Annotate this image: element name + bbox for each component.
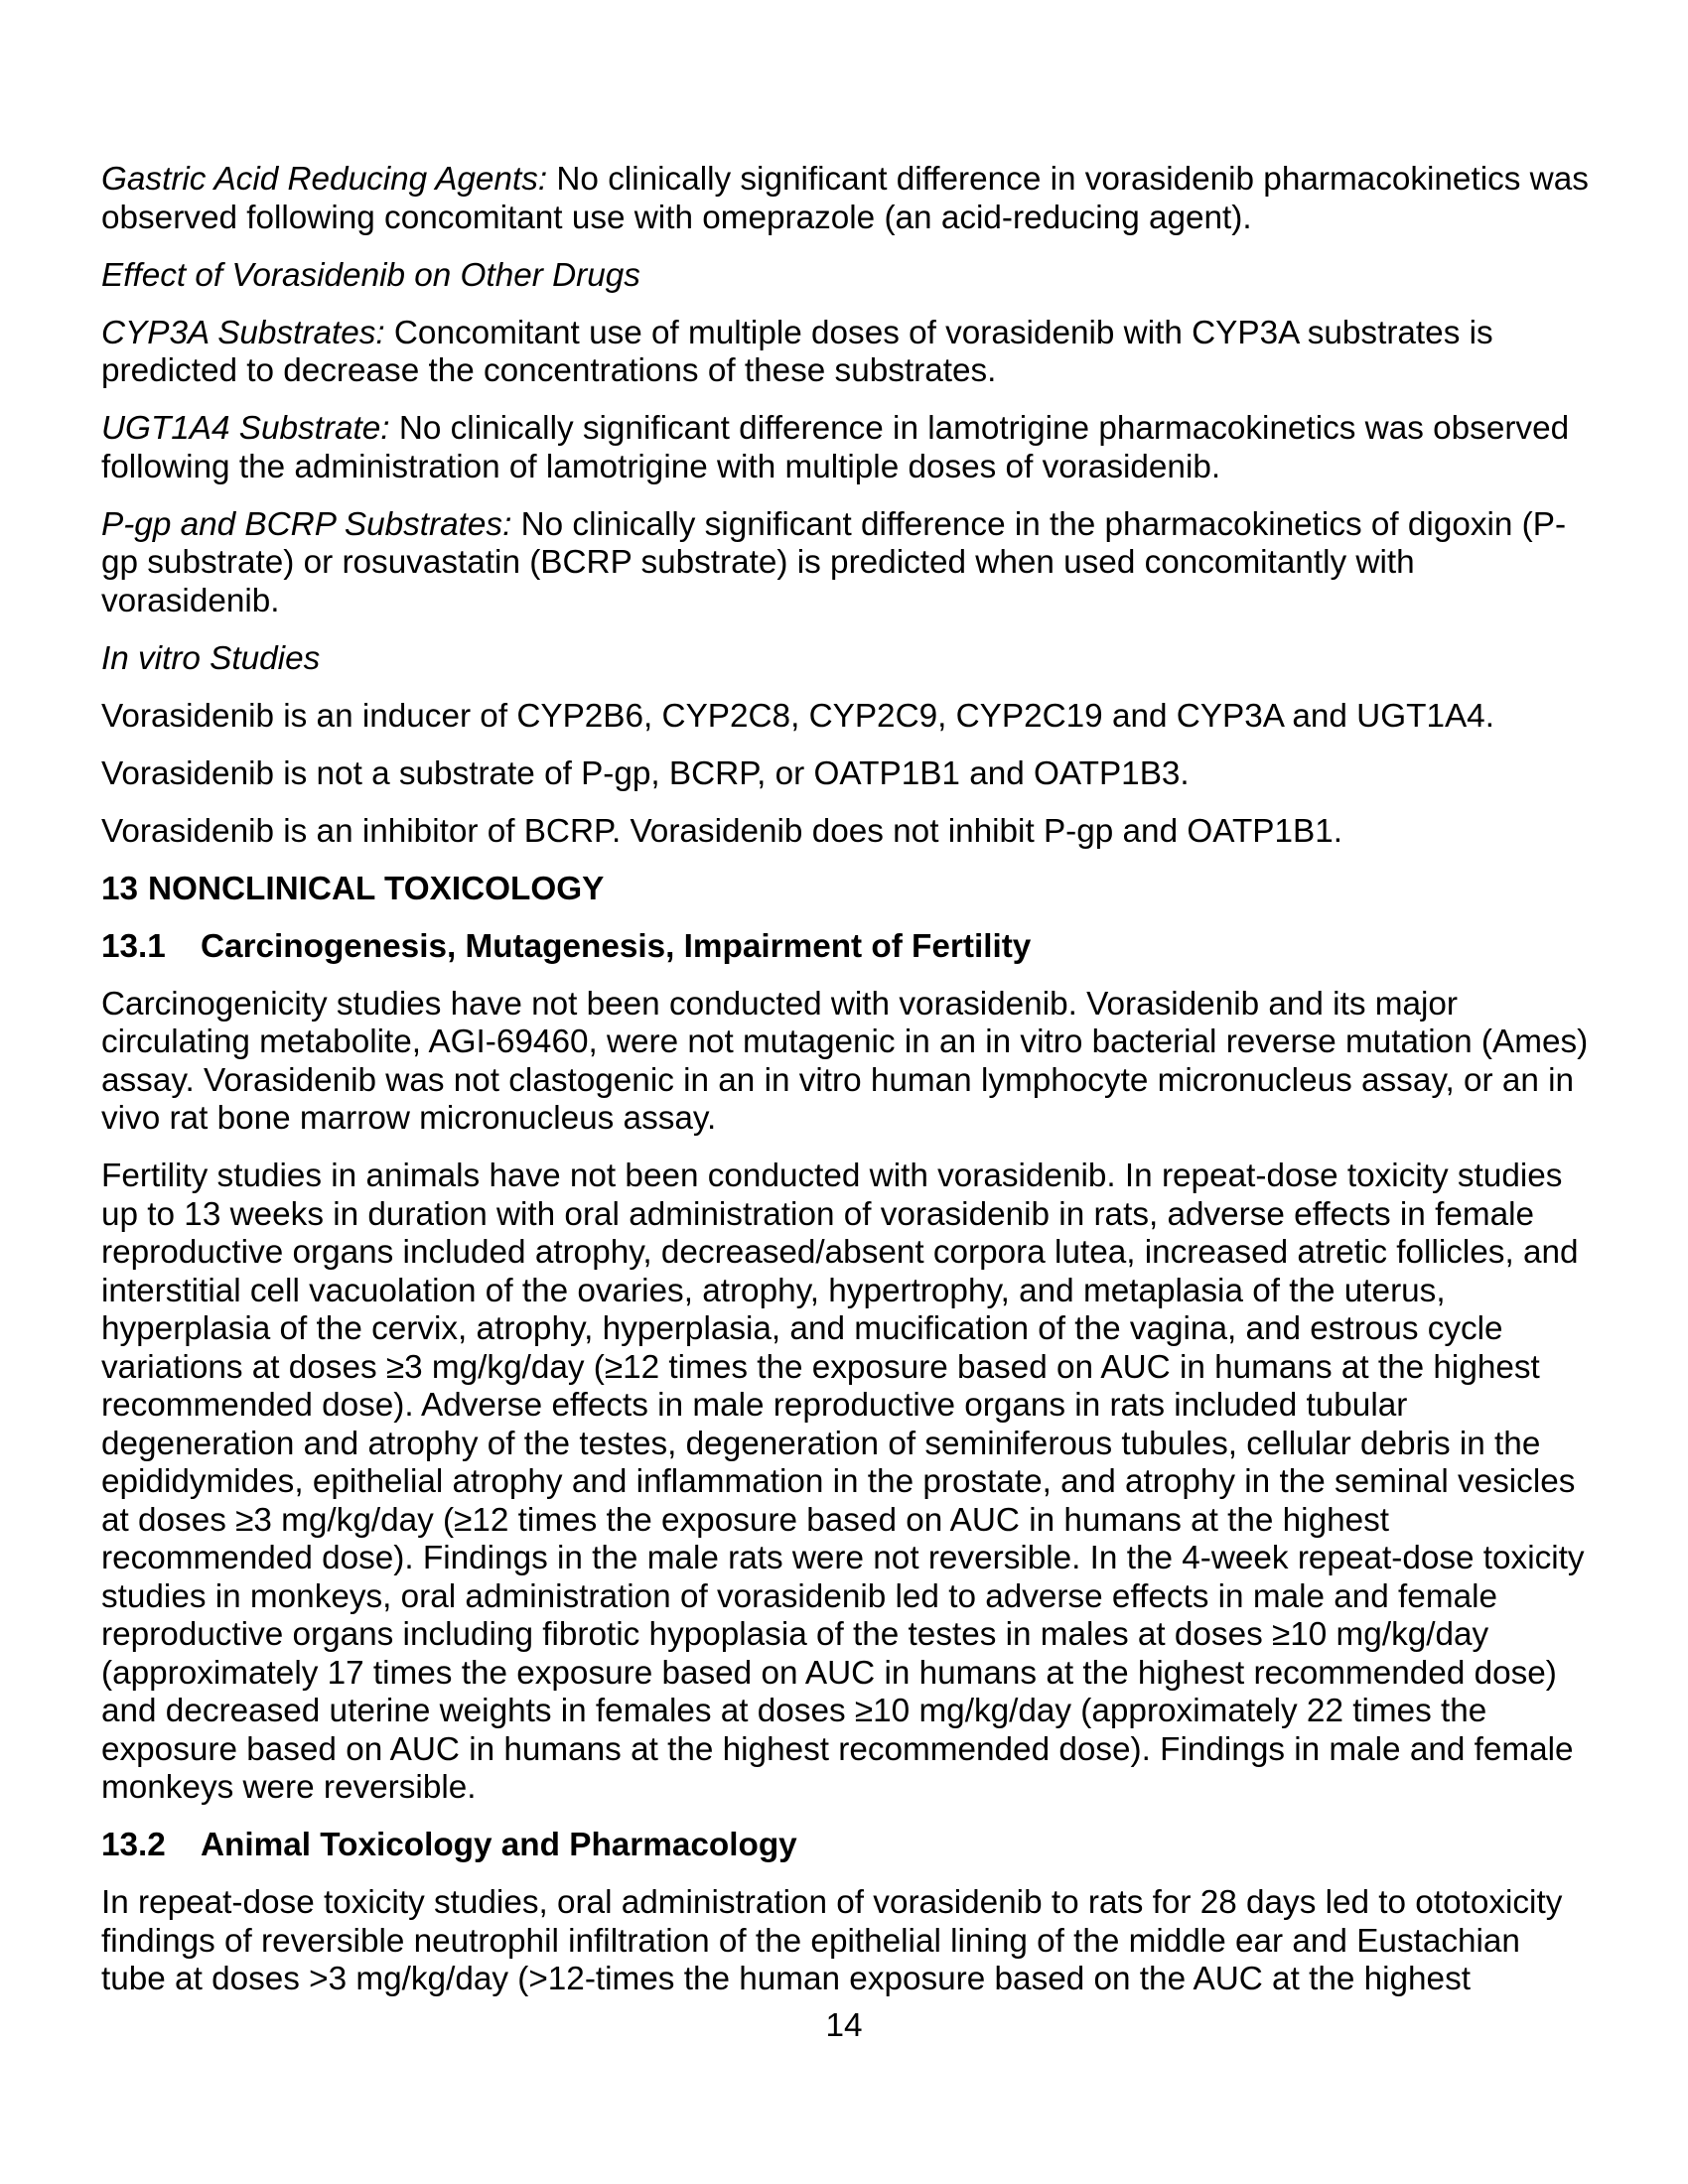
section-heading-13-1-carcinogenesis xyxy=(101,928,1590,967)
paragraph-inhibitor: Vorasidenib is an inhibitor of BCRP. Vorasidenib does not inhibit P-gp and OATP1B1. xyxy=(101,812,1343,850)
paragraph-cyp3a-substrates xyxy=(101,315,1590,391)
subheading-in-vitro-studies: In vitro Studies xyxy=(101,639,321,677)
paragraph-carcinogenicity: Carcinogenicity studies have not been conducted with vorasidenib. Vorasidenib and its major circulating metabolite, AGI-69460, were not mutagenic in an in vitro bacterial reverse mutation (Ames) assay. Vorasidenib was not clastogenic in an in vitro human lymphocyte micronucleus assay, or an in vivo rat bone marrow micronucleus assay. xyxy=(101,985,1589,1137)
section-number-13-1: 13.1 xyxy=(101,927,166,965)
section-heading-13-2-animal-toxicology xyxy=(101,1827,1590,1865)
paragraph-lead-ugt1a4: UGT1A4 Substrate: xyxy=(101,410,390,447)
paragraph-text-ugt1a4: No clinically significant difference in lamotrigine pharmacokinetics was observed following the administration of lamotrigine with multiple doses of vorasidenib. xyxy=(101,410,1570,485)
paragraph-pgp-bcrp-substrates xyxy=(101,506,1590,621)
paragraph-ugt1a4-substrate xyxy=(101,410,1590,486)
paragraph-text-gastric: No clinically significant difference in vorasidenib pharmacokinetics was observed following concomitant use with omeprazole (an acid-reducing agent). xyxy=(101,161,1589,236)
document-body xyxy=(101,161,1590,2018)
subheading-effect-of-vorasidenib-on-other-drugs: Effect of Vorasidenib on Other Drugs xyxy=(101,256,640,294)
section-number-13: 13 xyxy=(101,870,139,907)
paragraph-not-a-substrate: Vorasidenib is not a substrate of P-gp, BCRP, or OATP1B1 and OATP1B3. xyxy=(101,754,1190,792)
paragraph-inducer: Vorasidenib is an inducer of CYP2B6, CYP2C8, CYP2C9, CYP2C19 and CYP3A and UGT1A4. xyxy=(101,697,1494,735)
paragraph-lead-cyp3a: CYP3A Substrates: xyxy=(101,314,385,351)
paragraph-gastric-acid-reducing-agents xyxy=(101,161,1590,237)
page-number: 14 xyxy=(825,2007,863,2044)
paragraph-text-cyp3a: Concomitant use of multiple doses of vorasidenib with CYP3A substrates is predicted to decrease the concentrations of these substrates. xyxy=(101,314,1493,389)
paragraph-lead-pgp: P-gp and BCRP Substrates: xyxy=(101,505,512,543)
section-title-13: NONCLINICAL TOXICOLOGY xyxy=(148,870,605,907)
section-title-13-2: Animal Toxicology and Pharmacology xyxy=(201,1827,797,1863)
paragraph-fertility-studies: Fertility studies in animals have not been conducted with vorasidenib. In repeat-dose toxicity studies up to 13 weeks in duration with oral administration of vorasidenib in rats, adverse effects in female reproductive organs included atrophy, decreased/absent corpora lutea, increased atretic follicles, and interstitial cell vacuolation of the ovaries, atrophy, hypertrophy, and metaplasia of the uterus, hyperplasia of the cervix, atrophy, hyperplasia, and mucification of the vagina, and estrous cycle variations at doses ≥3 mg/kg/day (≥12 times the exposure based on AUC in humans at the highest recommended dose). Adverse effects in male reproductive organs in rats included tubular degeneration and atrophy of the testes, degeneration of seminiferous tubules, cellular debris in the epididymides, epithelial atrophy and inflammation in the prostate, and atrophy in the seminal vesicles at doses ≥3 mg/kg/day (≥12 times the exposure based on AUC in humans at the highest recommended dose). Findings in the male rats were not reversible. In the 4-week repeat-dose toxicity studies in monkeys, oral administration of vorasidenib led to adverse effects in male and female reproductive organs including fibrotic hypoplasia of the testes in males at doses ≥10 mg/kg/day (approximately 17 times the exposure based on AUC in humans at the highest recommended dose) and decreased uterine weights in females at doses ≥10 mg/kg/day (approximately 22 times the exposure based on AUC in humans at the highest recommended dose). Findings in male and female monkeys were reversible. xyxy=(101,1158,1585,1806)
paragraph-text-pgp: No clinically significant difference in the pharmacokinetics of digoxin (P-gp substrate) or rosuvastatin (BCRP substrate) is predicted when used concomitantly with vorasidenib. xyxy=(101,505,1567,619)
paragraph-lead-gastric: Gastric Acid Reducing Agents: xyxy=(101,161,548,198)
section-heading-13-nonclinical-toxicology xyxy=(101,871,1590,909)
paragraph-animal-toxicology: In repeat-dose toxicity studies, oral administration of vorasidenib to rats for 28 days led to ototoxicity findings of reversible neutrophil infiltration of the epithelial lining of the middle ear and Eustachian tube at doses >3 mg/kg/day (>12-times the human exposure based on the AUC at the highest xyxy=(101,1884,1563,1997)
section-number-13-2: 13.2 xyxy=(101,1827,166,1863)
section-title-13-1: Carcinogenesis, Mutagenesis, Impairment of Fertility xyxy=(201,927,1032,965)
